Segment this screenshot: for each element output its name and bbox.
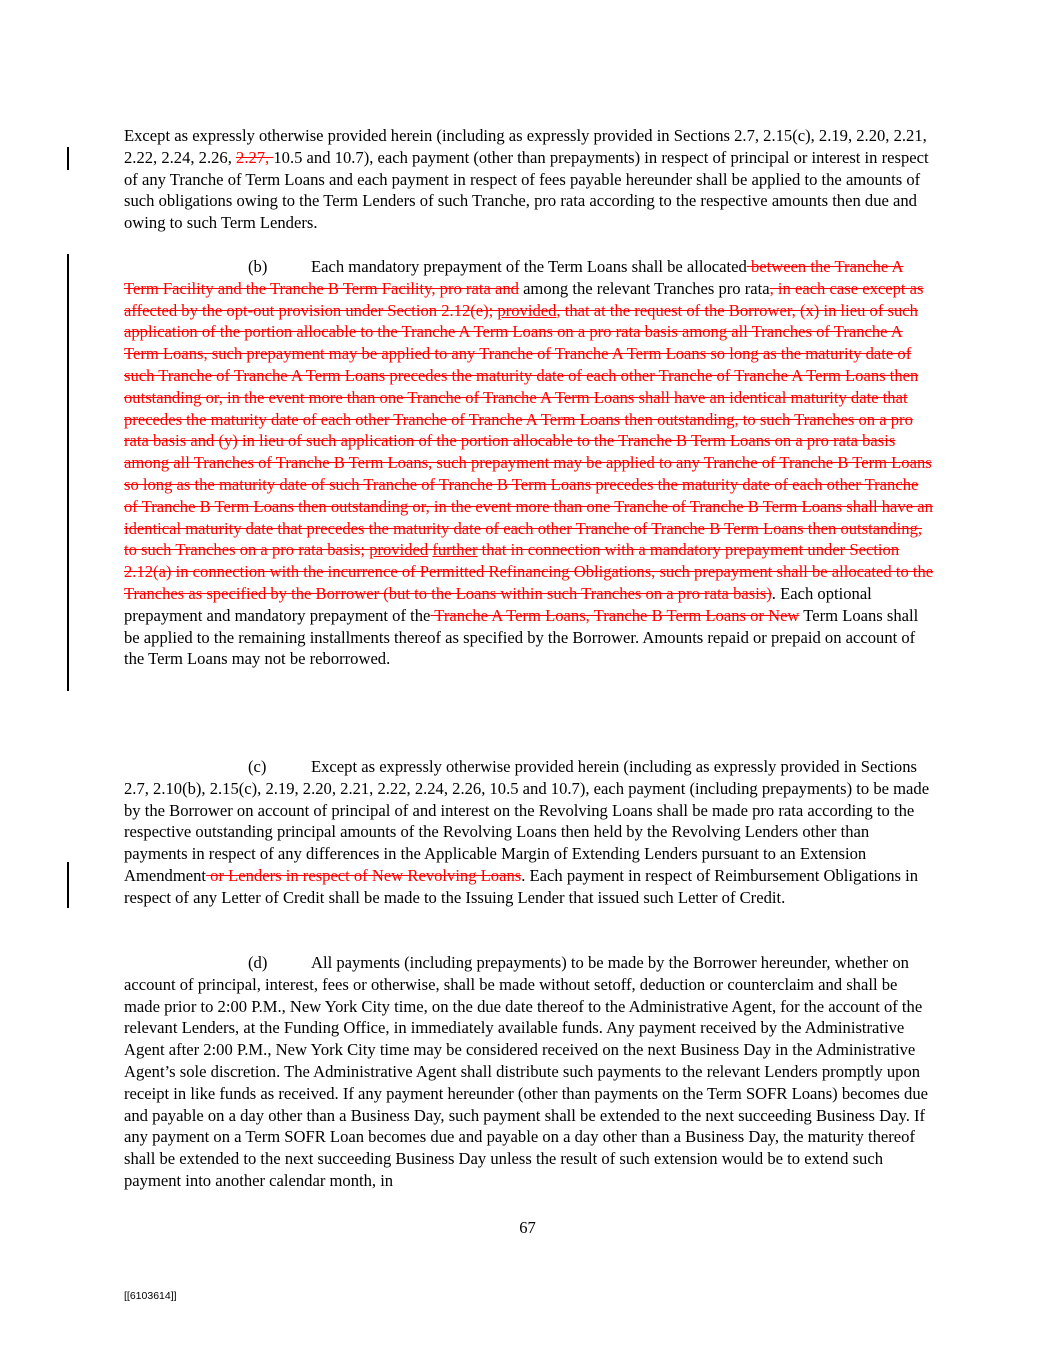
paragraph-marker: (b) [248,257,268,276]
text-run: Term Loans shall be applied to the remaining installments thereof as specified by the Borrower. Amounts repaid or prepaid on account of the Term Loans may not be reborrowed. [124,605,919,669]
deleted-text: or Lenders in respect of New Revolving Loans [206,865,522,885]
paragraph-c [124,756,934,909]
paragraph-marker: (c) [248,757,267,776]
paragraph-b [124,256,934,670]
paragraph-marker: (d) [248,953,268,972]
deleted-text: provided [497,300,557,320]
deleted-text: , that at the request of the Borrower, (x) in lieu of such application of the portion allocable to the Tranche A Term Loans on a pro rata basis among all Tranches of Tranche A Term Loans, such prepayment may be applied to any Tranche of Tranche A Term Loans so long as the maturity date of such Tranche of Tranche A Term Loans precedes the maturity date of each other Tranche of Tranche A Term Loans then outstanding or, in the event more than one Tranche of Tranche A Term Loans shall have an identical maturity date that precedes the maturity date of each other Tranche of Tranche A Term Loans then outstanding, to such Tranches on a pro rata basis and (y) in lieu of such application of the portion allocable to the Tranche B Term Loans on a pro rata basis among all Tranches of Tranche B Term Loans, such prepayment may be applied to any Tranche of Tranche B Term Loans so long as the maturity date of such Tranche of Tranche B Term Loans precedes the maturity date of each other Tranche of Tranche B Term Loans then outstanding or, in the event more than one Tranche of Tranche B Term Loans shall have an identical maturity date that precedes the maturity date of each other Tranche of Tranche B Term Loans then outstanding, to such Tranches on a pro rata basis; [124,300,933,560]
deleted-text: that in connection with a mandatory prepayment under Section 2.12(a) in connection with the incurrence of Permitted Refinancing Obligations, such prepayment shall be allocated to the Tranches as specified by the Borrower (but to the Loans within such Tranches on a pro rata basis) [124,540,934,603]
page-number: 67 [519,1218,536,1237]
deleted-text: Tranche A Term Loans, Tranche B Term Loans or New [430,605,800,625]
text-run: Except as expressly otherwise provided herein (including as expressly provided in Sections 2.7, 2.15(c), 2.19, 2.20, 2.21, 2.22, 2.24, 2.26, [124,126,927,167]
change-bar [67,254,69,691]
text-run: Except as expressly otherwise provided herein (including as expressly provided in Sections 2.7, 2.10(b), 2.15(c), 2.19, 2.20, 2.21, 2.22, 2.24, 2.26, 10.5 and 10.7), each payment (including prepayments) to be made by the Borrower on account of principal of and interest on the Revolving Loans shall be made pro rata according to the respective outstanding principal amounts of the Revolving Loans then held by the Revolving Lenders other than payments in respect of any differences in the Applicable Margin of Extending Lenders pursuant to an Extension Amendment [124,757,930,885]
document-id: [[6103614]] [124,1290,177,1302]
text-run: among the relevant Tranches pro rata [518,278,770,298]
deleted-text: provided [369,540,429,560]
paragraph-a [124,125,934,234]
change-bar [67,862,69,908]
text-run: Each mandatory prepayment of the Term Loans shall be allocated [311,257,747,276]
deleted-text: 2.27, [236,147,274,167]
paragraph-d [124,952,934,1192]
deleted-text: , in each case except as affected by the opt-out provision under Section 2.12(e); [124,278,924,320]
text-run: All payments (including prepayments) to be made by the Borrower hereunder, whether on account of principal, interest, fees or otherwise, shall be made without setoff, deduction or counterclaim and shall be made prior to 2:00 P.M., New York City time, on the due date thereof to the Administrative Agent, for the account of the relevant Lenders, at the Funding Office, in immediately available funds. Any payment received by the Administrative Agent after 2:00 P.M., New York City time may be considered received on the next Business Day in the Administrative Agent’s sole discretion. The Administrative Agent shall distribute such payments to the relevant Lenders promptly upon receipt in like funds as received. If any payment hereunder (other than payments on the Term SOFR Loans) becomes due and payable on a day other than a Business Day, such payment shall be extended to the next succeeding Business Day. If any payment on a Term SOFR Loan becomes due and payable on a day other than a Business Day, the maturity thereof shall be extended to the next succeeding Business Day unless the result of such extension would be to extend such payment into another calendar month, in [124,953,928,1190]
change-bar [67,147,69,170]
deleted-text: further [432,540,478,560]
deleted-text: between the Tranche A Term Facility and the Tranche B Term Facility, pro rata and [124,257,904,298]
text-run: . Each payment in respect of Reimbursement Obligations in respect of any Letter of Credit shall be made to the Issuing Lender that issued such Letter of Credit. [124,865,919,907]
text-run: . Each optional prepayment and mandatory prepayment of the [124,583,872,625]
text-run: 10.5 and 10.7), each payment (other than prepayments) in respect of principal or interest in respect of any Tranche of Term Loans and each payment in respect of fees payable hereunder shall be applied to the amounts of such obligations owing to the Term Lenders of such Tranche, pro rata according to the respective amounts then due and owing to such Term Lenders. [124,147,929,233]
